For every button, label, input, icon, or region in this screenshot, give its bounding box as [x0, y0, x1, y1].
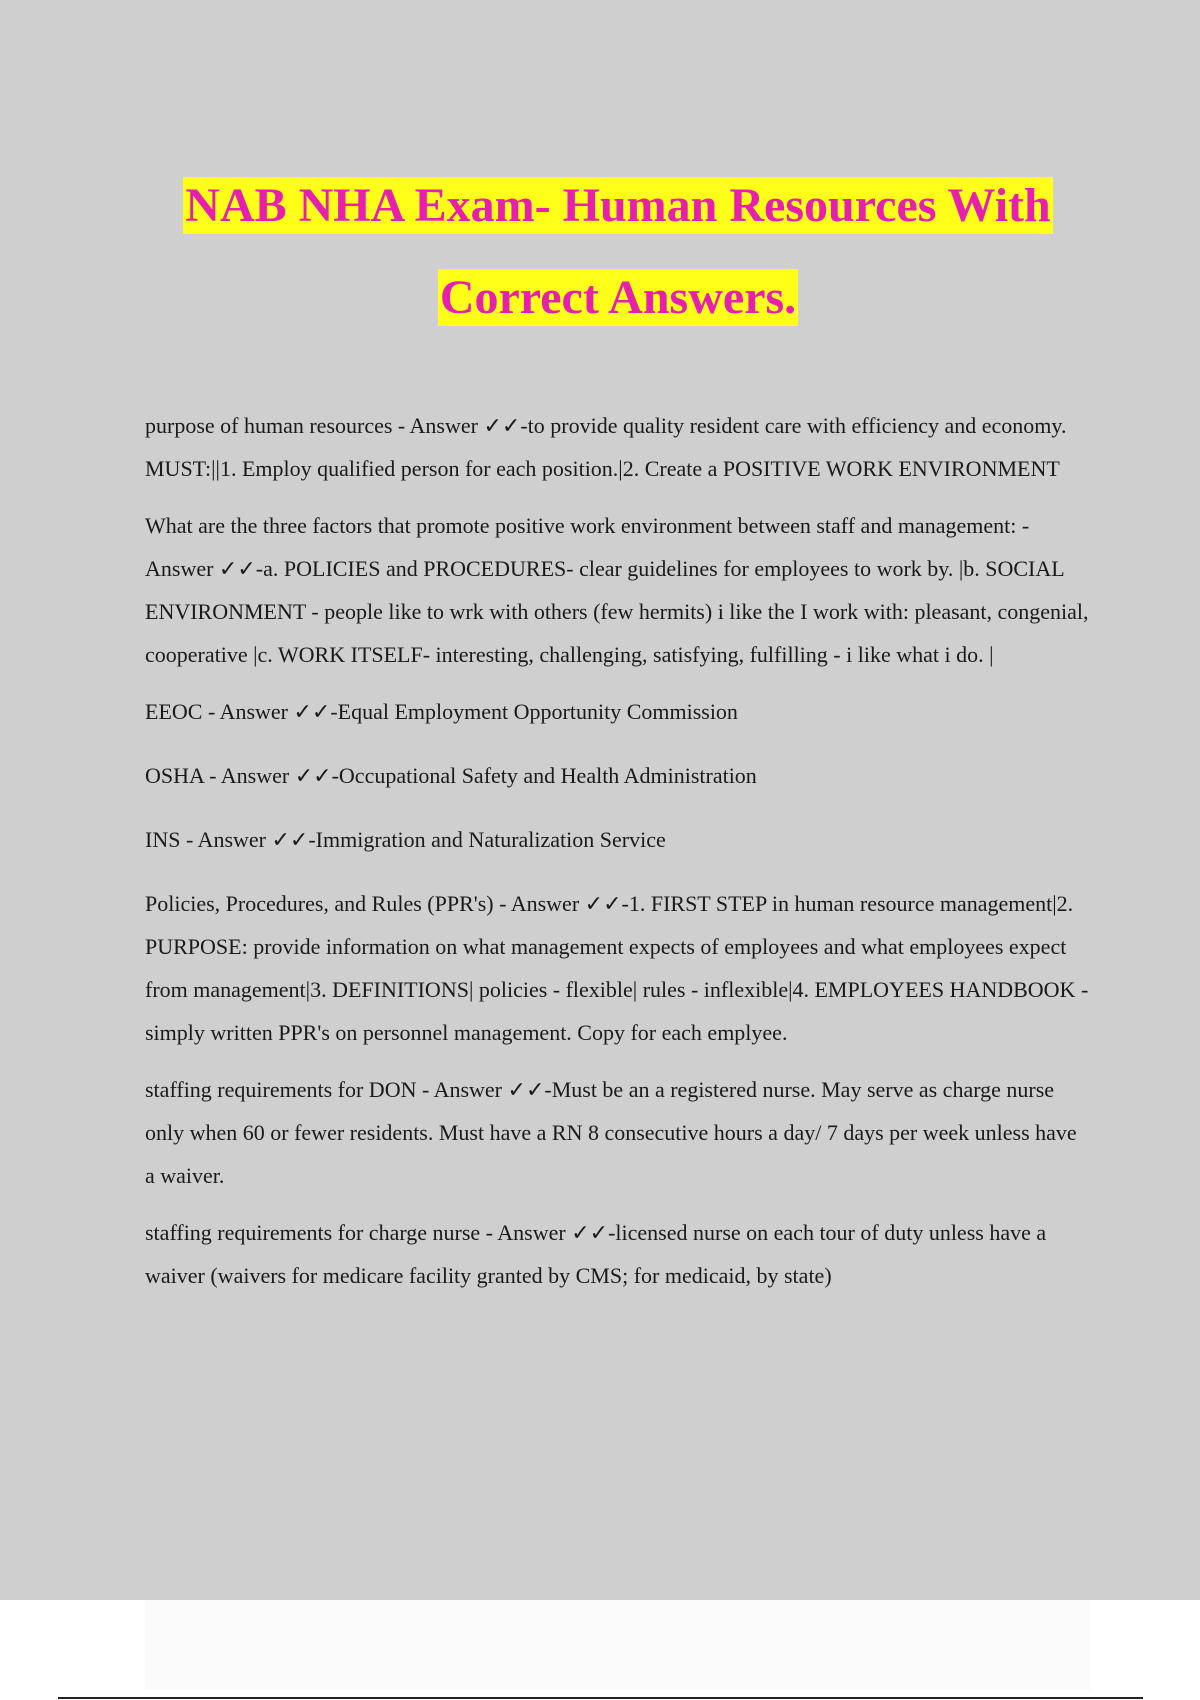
- qa-entry-don-staffing: staffing requirements for DON - Answer ✓✓-Must be an a registered nurse. May serve as charge nurse only when 60 or fewer residents. Must have a RN 8 consecutive hours a day/ 7 days per week unless have a waiver.: [145, 1077, 1077, 1188]
- title-line-1: NAB NHA Exam- Human Resources With: [185, 179, 1051, 232]
- qa-entry-pprs: Policies, Procedures, and Rules (PPR's) - Answer ✓✓-1. FIRST STEP in human resource management|2. PURPOSE: provide information on what management expects of employees and what employees expect from management|3. DEFINITIONS| policies - flexible| rules - inflexible|4. EMPLOYEES HANDBOOK - simply written PPR's on personnel management. Copy for each emplyee.: [145, 891, 1089, 1045]
- qa-list: [145, 404, 1090, 1311]
- qa-entry-positive-work-environment: What are the three factors that promote positive work environment between staff and management: - Answer ✓✓-a. POLICIES and PROCEDURES- clear guidelines for employees to work by. |b. SOCIAL ENVIRONMENT - people like to wrk with others (few hermits) i like the I work with: pleasant, congenial, cooperative |c. WORK ITSELF- interesting, challenging, satisfying, fulfilling - i like what i do. |: [145, 513, 1089, 667]
- qa-entry-osha: OSHA - Answer ✓✓-Occupational Safety and Health Administration: [145, 763, 757, 788]
- next-page-content-area: [145, 1600, 1090, 1690]
- title-line-2: Correct Answers.: [439, 271, 797, 324]
- qa-entry-purpose-of-hr: purpose of human resources - Answer ✓✓-to provide quality resident care with efficiency and economy. MUST:||1. Employ qualified person for each position.|2. Create a POSITIVE WORK ENVIRONMENT: [145, 413, 1067, 481]
- page-divider-line: [58, 1697, 1143, 1699]
- qa-entry-ins: INS - Answer ✓✓-Immigration and Naturalization Service: [145, 827, 666, 852]
- document-title: [0, 160, 1200, 344]
- qa-entry-charge-nurse-staffing: staffing requirements for charge nurse - Answer ✓✓-licensed nurse on each tour of duty unless have a waiver (waivers for medicare facility granted by CMS; for medicaid, by state): [145, 1220, 1047, 1288]
- qa-entry-eeoc: EEOC - Answer ✓✓-Equal Employment Opportunity Commission: [145, 699, 738, 724]
